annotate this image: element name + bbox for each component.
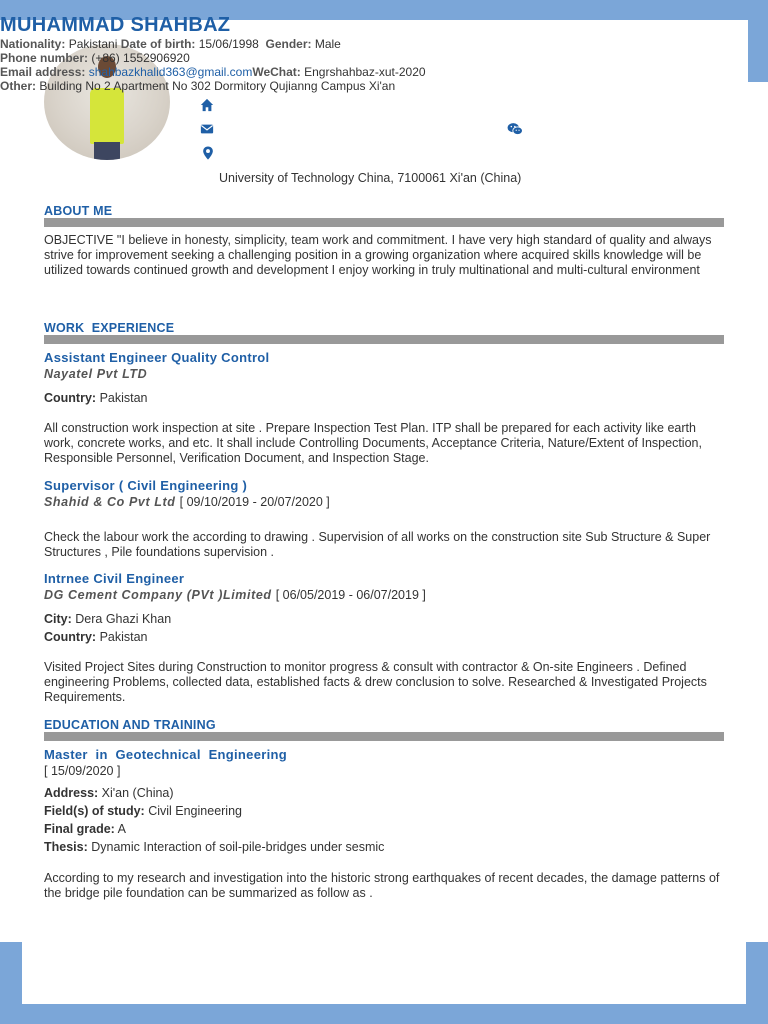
envelope-icon [200,122,214,136]
job-1-country [44,391,148,405]
education-grade [44,822,126,836]
company-name-3: DG Cement Company (PVt )Limited [44,588,272,602]
address-line: University of Technology China, 7100061 Xi'an (China) [219,171,522,185]
dob-label: Date of birth: [120,37,196,51]
job-3-dates: [ 06/05/2019 - 06/07/2019 ] [275,588,426,602]
education-address [44,786,174,800]
job-title-1: Assistant Engineer Quality Control [44,350,270,365]
dob-value: 15/06/1998 [198,37,259,51]
job-title-3: Intrnee Civil Engineer [44,571,185,586]
address-label: Address: [44,786,99,800]
home-icon [200,98,214,112]
country-label: Country: [44,391,97,405]
candidate-name: MUHAMMAD SHAHBAZ [0,14,231,36]
company-2 [44,495,330,509]
email-link[interactable]: shahbazkhalid363@gmail.com [88,65,253,79]
personal-info-line-1 [0,37,341,51]
education-description: According to my research and investigation into the historic strong earthquakes of recent decades, the damage patterns of the bridge pile foundation can be summarized as follow as . [44,871,720,900]
grade-label: Final grade: [44,822,115,836]
wechat-icon [507,122,523,136]
company-name-2: Shahid & Co Pvt Ltd [44,495,176,509]
field-value: Civil Engineering [148,804,242,818]
company-3 [44,588,426,602]
section-bar-about [44,218,724,227]
grade-value: A [117,822,126,836]
section-title-about: ABOUT ME [44,204,113,218]
personal-info-line-3 [0,65,426,79]
city-label: City: [44,612,72,626]
education-thesis [44,840,384,854]
job-3-country [44,630,148,644]
email-label: Email address: [0,65,86,79]
country-value: Pakistan [99,630,148,644]
job-1-description: All construction work inspection at site . Prepare Inspection Test Plan. ITP shall be prepared for each activity like earth work, concrete works, and etc. It shall include Controlling Documents, Acceptance Criteria, Nature/Extent of Inspection, Responsible Personnel, Verification Document, and Inspection Stage. [44,421,702,465]
section-title-work: WORK EXPERIENCE [44,321,175,335]
job-title-2: Supervisor ( Civil Engineering ) [44,478,248,493]
degree-title: Master in Geotechnical Engineering [44,747,287,762]
job-3-city [44,612,171,626]
company-1 [44,367,147,381]
city-value: Dera Ghazi Khan [75,612,172,626]
section-bar-education [44,732,724,741]
phone-label: Phone number: [0,51,89,65]
about-text: OBJECTIVE "I believe in honesty, simplicity, team work and commitment. I have very high standard of quality and always strive for improvement seeking a challenging position in a growing organization where acquired skills knowledge will be utilized towards continued growth and development I enjoy working in truly multinational and multi-cultural environment [44,233,712,277]
wechat-value: Engrshahbaz-xut-2020 [304,65,426,79]
personal-info-line-2 [0,51,190,65]
avatar-vest [90,88,124,144]
country-value: Pakistan [99,391,148,405]
field-label: Field(s) of study: [44,804,145,818]
address-value: Xi'an (China) [101,786,174,800]
section-bar-work [44,335,724,344]
frame-right-top-border [748,0,768,82]
job-2-description: Check the labour work the according to drawing . Supervision of all works on the construction site Sub Structure & Super Structures , Pile foundations supervision . [44,530,711,559]
company-name-1: Nayatel Pvt LTD [44,367,148,381]
job-3-description: Visited Project Sites during Construction to monitor progress & consult with contractor & On-site Engineers . Defined engineering Problems, collected data, established facts & drew conclusion to solve. Researched & Investigated Projects Requirements. [44,660,707,704]
degree-date: [ 15/09/2020 ] [44,764,121,778]
gender-label: Gender: [265,37,312,51]
nationality-label: Nationality: [0,37,66,51]
avatar-legs [94,142,120,160]
thesis-value: Dynamic Interaction of soil-pile-bridges under sesmic [91,840,385,854]
other-value: Building No 2 Apartment No 302 Dormitory Qujianng Campus Xi'an [39,79,396,93]
personal-info-line-4 [0,79,395,93]
section-title-education: EDUCATION AND TRAINING [44,718,216,732]
country-label: Country: [44,630,97,644]
education-field [44,804,242,818]
wechat-label: WeChat: [252,65,301,79]
job-2-dates: [ 09/10/2019 - 20/07/2020 ] [179,495,330,509]
phone-value: (+86) 1552906920 [91,51,190,65]
gender-value: Male [314,37,341,51]
thesis-label: Thesis: [44,840,88,854]
frame-bottom-border [0,1004,768,1024]
nationality-value: Pakistani [68,37,118,51]
other-label: Other: [0,79,36,93]
location-pin-icon [201,146,215,160]
